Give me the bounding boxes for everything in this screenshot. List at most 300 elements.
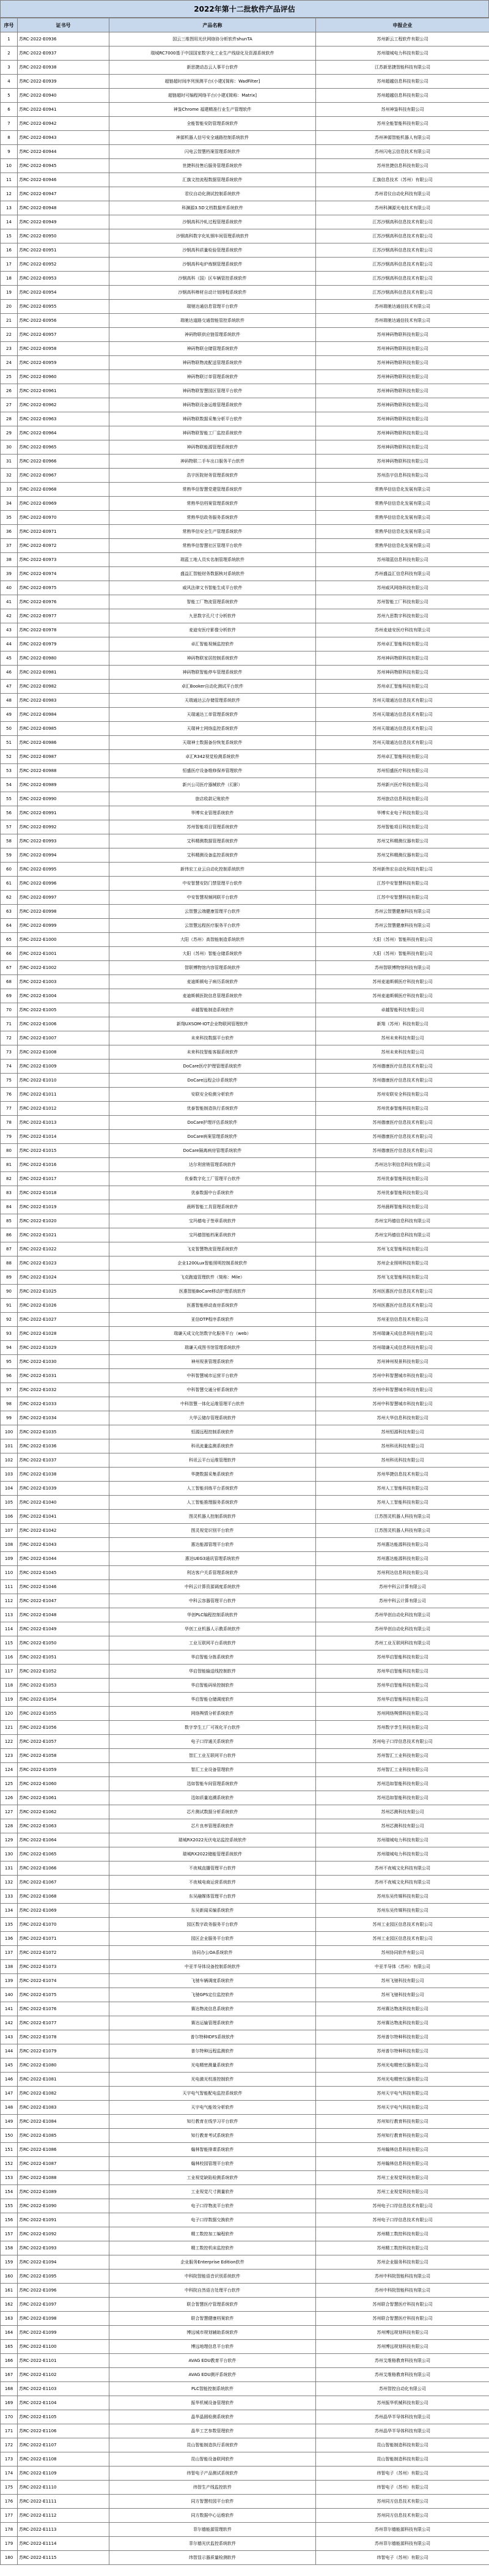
cell-index: 106 (1, 1510, 18, 1524)
cell-company: 苏州安联安全科技有限公司 (316, 1088, 489, 1102)
cell-product: 天瑞神士数据备份恢复系统软件 (109, 736, 316, 750)
cell-certificate: 苏RC-2022-E1021 (18, 1228, 109, 1242)
cell-certificate: 苏RC-2022-E0980 (18, 651, 109, 666)
cell-product: 亚信OTP程序系统软件 (109, 1313, 316, 1327)
cell-certificate: 苏RC-2022-E1023 (18, 1256, 109, 1271)
table-row (1, 187, 489, 201)
cell-certificate: 苏RC-2022-E1093 (18, 2241, 109, 2255)
table-row (1, 1355, 489, 1369)
cell-certificate: 苏RC-2022-E0994 (18, 848, 109, 863)
cell-index: 160 (1, 2270, 18, 2284)
cell-product: 中科云计算资源调度系统软件 (109, 1580, 316, 1594)
cell-product: AVAG EDU教育平台软件 (109, 2354, 316, 2368)
cell-index: 2 (1, 46, 18, 61)
table-row (1, 581, 489, 595)
table-row (1, 1088, 489, 1102)
cell-product: 神州视景管理系统软件 (109, 1355, 316, 1369)
table-row (1, 1003, 489, 1017)
cell-certificate: 苏RC-2022-E1050 (18, 1636, 109, 1650)
cell-product: 九思数字孔尺寸分析软件 (109, 609, 316, 623)
cell-company: 苏州宝玛德信息科技有限公司 (316, 1214, 489, 1228)
cell-index: 164 (1, 2326, 18, 2340)
cell-index: 65 (1, 933, 18, 947)
cell-product: 不夜城电商运营系统软件 (109, 1876, 316, 1890)
table-row (1, 2537, 489, 2551)
cell-index: 139 (1, 1974, 18, 1988)
cell-index: 76 (1, 1088, 18, 1102)
table-row (1, 286, 489, 300)
cell-certificate: 苏RC-2022-E1040 (18, 1496, 109, 1510)
cell-product: 艾科精测数据管理系统软件 (109, 834, 316, 848)
cell-product: 达尔利营销管理系统软件 (109, 1158, 316, 1172)
cell-company: 常熟华信信息化发展有限公司 (316, 483, 489, 497)
table-row (1, 1904, 489, 1918)
cell-company: 苏州人工智能科技有限公司 (316, 1482, 489, 1496)
cell-certificate: 苏RC-2022-E0971 (18, 525, 109, 539)
cell-product: 人工智能推理服务系统软件 (109, 1496, 316, 1510)
cell-index: 57 (1, 820, 18, 834)
cell-certificate: 苏RC-2022-E1088 (18, 2171, 109, 2185)
cell-certificate: 苏RC-2022-E1006 (18, 1017, 109, 1031)
cell-certificate: 苏RC-2022-E1000 (18, 933, 109, 947)
cell-certificate: 苏RC-2022-E1102 (18, 2368, 109, 2382)
cell-certificate: 苏RC-2022-E0953 (18, 272, 109, 286)
cell-certificate: 苏RC-2022-E1096 (18, 2284, 109, 2298)
table-row (1, 595, 489, 609)
table-row (1, 1777, 489, 1791)
cell-index: 101 (1, 1439, 18, 1453)
cell-company: 江苏新思捷智能科技有限公司 (316, 61, 489, 75)
cell-index: 108 (1, 1538, 18, 1552)
cell-certificate: 苏RC-2022-E1107 (18, 2438, 109, 2452)
cell-index: 18 (1, 272, 18, 286)
cell-certificate: 苏RC-2022-E1052 (18, 1665, 109, 1679)
cell-product: 卓汇Booker自动化测试平台软件 (109, 680, 316, 694)
cell-certificate: 苏RC-2022-E1033 (18, 1397, 109, 1411)
cell-index: 136 (1, 1932, 18, 1946)
table-row (1, 46, 489, 61)
cell-company: 江苏沙钢高科信息技术有限公司 (316, 229, 489, 243)
cell-index: 174 (1, 2467, 18, 2481)
table-row (1, 2185, 489, 2199)
cell-company: 苏州瑞城电力科技有限公司 (316, 1847, 489, 1861)
cell-company: 苏州翰林信息科技有限公司 (316, 2157, 489, 2171)
table-row (1, 272, 489, 286)
table-row (1, 1397, 489, 1411)
cell-company: 苏州神码物联科技有限公司 (316, 412, 489, 426)
cell-index: 71 (1, 1017, 18, 1031)
cell-company: 苏州翰林信息科技有限公司 (316, 2143, 489, 2157)
cell-certificate: 苏RC-2022-E0977 (18, 609, 109, 623)
cell-company: 苏州浩宇信息科技有限公司 (316, 469, 489, 483)
cell-company: 苏州天瑞通达信息技术有限公司 (316, 708, 489, 722)
cell-certificate: 苏RC-2022-E0964 (18, 426, 109, 440)
table-row (1, 61, 489, 75)
cell-product: 沙钢高科电炉炼钢管理系统软件 (109, 258, 316, 272)
cell-certificate: 苏RC-2022-E0978 (18, 623, 109, 637)
cell-company: 常熟华信信息化发展有限公司 (316, 539, 489, 553)
cell-product: AVAG EDU测评系统软件 (109, 2368, 316, 2382)
cell-certificate: 苏RC-2022-E1017 (18, 1172, 109, 1186)
table-row (1, 2115, 489, 2129)
cell-company: 苏州医惠医疗信息技术有限公司 (316, 1299, 489, 1313)
cell-index: 129 (1, 1833, 18, 1847)
cell-company: 苏州数字孪生科技有限公司 (316, 1721, 489, 1735)
cell-company: 苏州华启智能科技有限公司 (316, 1679, 489, 1693)
table-row (1, 117, 489, 131)
cell-product: 瑞城RX2022储能管理系统软件 (109, 1847, 316, 1861)
cell-index: 35 (1, 511, 18, 525)
cell-certificate: 苏RC-2022-E1057 (18, 1735, 109, 1749)
cell-product: 沙钢高科棒材自动计划排程系统软件 (109, 286, 316, 300)
cell-product: 天瑞神士网络监控系统软件 (109, 722, 316, 736)
cell-index: 66 (1, 947, 18, 961)
cell-index: 17 (1, 258, 18, 272)
cell-index: 173 (1, 2452, 18, 2467)
cell-index: 51 (1, 736, 18, 750)
cell-company: 苏州企业服务科技有限公司 (316, 2255, 489, 2270)
cell-company: 苏州瑞城电力科技有限公司 (316, 1833, 489, 1847)
cell-product: 麦迪斯顿电子病历系统软件 (109, 975, 316, 989)
cell-product: 艾科精测设备监控系统软件 (109, 848, 316, 863)
cell-company: 苏州晶华半导体科技有限公司 (316, 2424, 489, 2438)
cell-product: 卓汇智能视频监控软件 (109, 637, 316, 651)
cell-product: 汇旗文控流程数据管理系统软件 (109, 173, 316, 187)
table-row (1, 1749, 489, 1763)
table-row (1, 680, 489, 694)
cell-company: 苏州麦迪斯顿医疗科技有限公司 (316, 975, 489, 989)
table-row (1, 2058, 489, 2073)
table-row (1, 891, 489, 905)
cell-certificate: 苏RC-2022-E0945 (18, 159, 109, 173)
cell-certificate: 苏RC-2022-E0995 (18, 863, 109, 877)
cell-company: 苏州不夜城文化科技有限公司 (316, 1861, 489, 1876)
cell-certificate: 苏RC-2022-E0975 (18, 581, 109, 595)
table-row (1, 1693, 489, 1707)
table-row (1, 32, 489, 46)
cell-certificate: 苏RC-2022-E1048 (18, 1608, 109, 1622)
cell-index: 99 (1, 1411, 18, 1425)
cell-certificate: 苏RC-2022-E0951 (18, 243, 109, 258)
table-row (1, 2199, 489, 2213)
cell-index: 54 (1, 778, 18, 792)
cell-company: 苏州神码物联科技有限公司 (316, 370, 489, 384)
table-row (1, 637, 489, 651)
cell-certificate: 苏RC-2022-E1002 (18, 961, 109, 975)
cell-index: 143 (1, 2030, 18, 2044)
cell-index: 179 (1, 2537, 18, 2551)
cell-certificate: 苏RC-2022-E0941 (18, 103, 109, 117)
cell-company: 苏州菲尔德能源科技有限公司 (316, 2537, 489, 2551)
cell-product: 浩宇医院财务管理系统软件 (109, 469, 316, 483)
cell-index: 107 (1, 1524, 18, 1538)
cell-certificate: 苏RC-2022-E0963 (18, 412, 109, 426)
cell-certificate: 苏RC-2022-E1036 (18, 1439, 109, 1453)
table-row (1, 877, 489, 891)
cell-index: 169 (1, 2396, 18, 2410)
cell-product: 神码物联二手车出口服务平台软件 (109, 455, 316, 469)
cell-company: 苏州工业园区信息技术有限公司 (316, 1918, 489, 1932)
cell-product: DoCare隔离病房管理系统软件 (109, 1144, 316, 1158)
table-row (1, 89, 489, 103)
cell-product: 东吴新闻采编系统软件 (109, 1904, 316, 1918)
cell-product: 芯片良率管理系统软件 (109, 1819, 316, 1833)
cell-product: 新思捷动态云人事平台软件 (109, 61, 316, 75)
table-row (1, 1425, 489, 1439)
cell-certificate: 苏RC-2022-E1005 (18, 1003, 109, 1017)
cell-certificate: 苏RC-2022-E1034 (18, 1411, 109, 1425)
cell-company: 江苏图灵机器人科技有限公司 (316, 1524, 489, 1538)
cell-certificate: 苏RC-2022-E0946 (18, 173, 109, 187)
table-row (1, 947, 489, 961)
cell-certificate: 苏RC-2022-E1044 (18, 1552, 109, 1566)
cell-company: 常熟华信信息化发展有限公司 (316, 497, 489, 511)
cell-certificate: 苏RC-2022-E1004 (18, 989, 109, 1003)
cell-company: 苏州超越信息科技有限公司 (316, 75, 489, 89)
cell-index: 133 (1, 1890, 18, 1904)
table-row (1, 2016, 489, 2030)
table-row (1, 215, 489, 229)
cell-company: 苏州华创自动化科技有限公司 (316, 1608, 489, 1622)
table-row (1, 2298, 489, 2312)
cell-certificate: 苏RC-2022-E1080 (18, 2058, 109, 2073)
cell-index: 62 (1, 891, 18, 905)
table-row (1, 356, 489, 370)
cell-product: 安联安全检测分析软件 (109, 1088, 316, 1102)
cell-certificate: 苏RC-2022-E1106 (18, 2424, 109, 2438)
table-row (1, 1200, 489, 1214)
cell-company: 苏州利达信息科技有限公司 (316, 1566, 489, 1580)
cell-index: 84 (1, 1200, 18, 1214)
cell-index: 78 (1, 1116, 18, 1130)
cell-product: 智汇工业设备管理软件 (109, 1763, 316, 1777)
cell-product: 翰林智能排课系统软件 (109, 2143, 316, 2157)
cell-company: 苏州华启智能科技有限公司 (316, 1693, 489, 1707)
cell-product: 华启智能码垛控制软件 (109, 1679, 316, 1693)
cell-index: 140 (1, 1988, 18, 2002)
cell-company: 苏州卓汇智能科技有限公司 (316, 680, 489, 694)
table-row (1, 1552, 489, 1566)
cell-product: 飞驰车辆调度系统软件 (109, 1974, 316, 1988)
cell-company: 苏州优泰智能科技有限公司 (316, 1186, 489, 1200)
cell-product: 同方数据中心运维软件 (109, 2509, 316, 2523)
table-row (1, 1285, 489, 1299)
cell-product: 翰林校园管理平台软件 (109, 2157, 316, 2171)
table-row (1, 1833, 489, 1847)
cell-product: 旅店收款记账软件 (109, 792, 316, 806)
table-row (1, 1214, 489, 1228)
cell-product: 神码物联供应链管理系统软件 (109, 328, 316, 342)
cell-certificate: 苏RC-2022-E1087 (18, 2157, 109, 2171)
cell-index: 167 (1, 2368, 18, 2382)
table-row (1, 2241, 489, 2255)
cell-company: 苏州同方信息技术有限公司 (316, 2509, 489, 2523)
cell-certificate: 苏RC-2022-E0959 (18, 356, 109, 370)
cell-company: 苏州同方信息技术有限公司 (316, 2495, 489, 2509)
cell-certificate: 苏RC-2022-E1067 (18, 1876, 109, 1890)
cell-index: 157 (1, 2227, 18, 2241)
cell-index: 153 (1, 2171, 18, 2185)
cell-certificate: 苏RC-2022-E1089 (18, 2185, 109, 2199)
cell-certificate: 苏RC-2022-E0952 (18, 258, 109, 272)
cell-company: 苏州知行教育科技有限公司 (316, 2129, 489, 2143)
cell-index: 95 (1, 1355, 18, 1369)
table-row (1, 1186, 489, 1200)
cell-company: 苏州光电精密仪器有限公司 (316, 2073, 489, 2087)
table-row (1, 1228, 489, 1242)
cell-certificate: 苏RC-2022-E1058 (18, 1749, 109, 1763)
cell-product: 华启智能输送线控制软件 (109, 1665, 316, 1679)
table-row (1, 1847, 489, 1861)
cell-company: 江苏沙钢高科信息技术有限公司 (316, 258, 489, 272)
cell-certificate: 苏RC-2022-E1041 (18, 1510, 109, 1524)
cell-product: 晶华晶圆检测系统软件 (109, 2410, 316, 2424)
cell-company: 苏州东吴传媒科技有限公司 (316, 1890, 489, 1904)
cell-product: 光电精密测量系统软件 (109, 2058, 316, 2073)
cell-certificate: 苏RC-2022-E1097 (18, 2298, 109, 2312)
cell-company: 中亚半导体（苏州）有限公司 (316, 1960, 489, 1974)
table-row (1, 1256, 489, 1271)
cell-certificate: 苏RC-2022-E1031 (18, 1369, 109, 1383)
cell-company: 苏州天瑞通达信息技术有限公司 (316, 736, 489, 750)
cell-company: 苏州电子口岸信息技术有限公司 (316, 2199, 489, 2213)
cell-index: 135 (1, 1918, 18, 1932)
cell-index: 102 (1, 1453, 18, 1468)
cell-certificate: 苏RC-2022-E1020 (18, 1214, 109, 1228)
table-row (1, 2213, 489, 2227)
cell-product: 中科院自然语言处理平台软件 (109, 2284, 316, 2298)
table-row (1, 440, 489, 455)
cell-index: 151 (1, 2143, 18, 2157)
cell-certificate: 苏RC-2022-E1110 (18, 2481, 109, 2495)
cell-index: 122 (1, 1735, 18, 1749)
cell-company: 苏州工业园区信息技术有限公司 (316, 1932, 489, 1946)
cell-certificate: 苏RC-2022-E1076 (18, 2002, 109, 2016)
cell-product: 昆山智能设备联网软件 (109, 2452, 316, 2467)
cell-certificate: 苏RC-2022-E1013 (18, 1116, 109, 1130)
cell-certificate: 苏RC-2022-E1001 (18, 947, 109, 961)
cell-certificate: 苏RC-2022-E0974 (18, 567, 109, 581)
cell-product: 赛达运输管理系统软件 (109, 2016, 316, 2030)
table-row (1, 2551, 489, 2565)
cell-certificate: 苏RC-2022-E1074 (18, 1974, 109, 1988)
table-row (1, 1538, 489, 1552)
cell-index: 43 (1, 623, 18, 637)
cell-company: 苏州新兴医疗科技有限公司 (316, 778, 489, 792)
cell-product: 图灵机器人控制系统软件 (109, 1510, 316, 1524)
table-row (1, 1313, 489, 1327)
table-row (1, 229, 489, 243)
table-row (1, 708, 489, 722)
cell-product: 飞克跑道管理软件（简称：Mile） (109, 1271, 316, 1285)
cell-index: 45 (1, 651, 18, 666)
cell-certificate: 苏RC-2022-E1016 (18, 1158, 109, 1172)
cell-certificate: 苏RC-2022-E0993 (18, 834, 109, 848)
cell-product: 不夜城直播管理平台软件 (109, 1861, 316, 1876)
cell-certificate: 苏RC-2022-E1054 (18, 1693, 109, 1707)
cell-company: 苏州中科院智能科技有限公司 (316, 2270, 489, 2284)
cell-index: 42 (1, 609, 18, 623)
table-row (1, 412, 489, 426)
cell-certificate: 苏RC-2022-E1049 (18, 1622, 109, 1636)
table-row (1, 989, 489, 1003)
table-row (1, 975, 489, 989)
table-row (1, 2438, 489, 2452)
table-row (1, 1453, 489, 1468)
table-row (1, 1369, 489, 1383)
cell-certificate: 苏RC-2022-E1007 (18, 1031, 109, 1045)
cell-company: 苏州宝玛德信息科技有限公司 (316, 1228, 489, 1242)
cell-index: 171 (1, 2424, 18, 2438)
cell-index: 149 (1, 2115, 18, 2129)
cell-company: 苏州惠达能源科技有限公司 (316, 1538, 489, 1552)
cell-index: 162 (1, 2298, 18, 2312)
cell-company: 苏州恒源科技有限公司 (316, 1425, 489, 1439)
cell-company: 苏州联合智慧医疗科技有限公司 (316, 2312, 489, 2326)
cell-product: 超链超时可编程网络平台(小建)[简称：Matrix] (109, 89, 316, 103)
table-row (1, 848, 489, 863)
cell-certificate: 苏RC-2022-E0956 (18, 314, 109, 328)
cell-product: 电子口岸数据交换软件 (109, 2213, 316, 2227)
cell-product: 同方智慧校园平台软件 (109, 2495, 316, 2509)
cell-product: 未来科技智能客服系统软件 (109, 1045, 316, 1060)
cell-company: 苏州晶华半导体科技有限公司 (316, 2410, 489, 2424)
cell-product: 普尔特种IDFS系统软件 (109, 2030, 316, 2044)
cell-index: 47 (1, 680, 18, 694)
cell-certificate: 苏RC-2022-E0966 (18, 455, 109, 469)
cell-product: 华创PLC编程控制系统软件 (109, 1608, 316, 1622)
table-row (1, 750, 489, 764)
cell-certificate: 苏RC-2022-E1070 (18, 1918, 109, 1932)
table-body (1, 32, 489, 2565)
cell-index: 120 (1, 1707, 18, 1721)
cell-certificate: 苏RC-2022-E1064 (18, 1833, 109, 1847)
cell-product: 精工数控加工编程软件 (109, 2227, 316, 2241)
table-row (1, 2073, 489, 2087)
cell-index: 119 (1, 1693, 18, 1707)
cell-index: 161 (1, 2284, 18, 2298)
cell-certificate: 苏RC-2022-E1115 (18, 2551, 109, 2565)
cell-index: 117 (1, 1665, 18, 1679)
cell-certificate: 苏RC-2022-E0942 (18, 117, 109, 131)
cell-certificate: 苏RC-2022-E1022 (18, 1242, 109, 1256)
cell-company: 苏州迅如智能科技有限公司 (316, 1777, 489, 1791)
cell-company: 苏州东吴传媒科技有限公司 (316, 1904, 489, 1918)
cell-company: 苏州神源智能机器人有限公司 (316, 131, 489, 145)
cell-product: 宝玛德智能档案系统软件 (109, 1228, 316, 1242)
cell-index: 25 (1, 370, 18, 384)
table-row (1, 455, 489, 469)
cell-certificate: 苏RC-2022-E1027 (18, 1313, 109, 1327)
cell-index: 74 (1, 1060, 18, 1074)
cell-index: 87 (1, 1242, 18, 1256)
cell-product: 惠达能源管理平台软件 (109, 1538, 316, 1552)
table-row (1, 2467, 489, 2481)
cell-product: 晨晖智能工具管理系统软件 (109, 1200, 316, 1214)
cell-product: 神码物联设备运维管理系统软件 (109, 398, 316, 412)
cell-company: 苏州旅店信息科技有限公司 (316, 792, 489, 806)
cell-index: 27 (1, 398, 18, 412)
cell-product: 赛达物流信息系统软件 (109, 2002, 316, 2016)
cell-index: 12 (1, 187, 18, 201)
table-row (1, 2495, 489, 2509)
cell-index: 72 (1, 1031, 18, 1045)
table-row (1, 1721, 489, 1735)
cell-company: 苏州德康医疗信息技术有限公司 (316, 1074, 489, 1088)
cell-product: 中安智慧安防门禁管理平台软件 (109, 877, 316, 891)
cell-index: 89 (1, 1271, 18, 1285)
cell-index: 19 (1, 286, 18, 300)
